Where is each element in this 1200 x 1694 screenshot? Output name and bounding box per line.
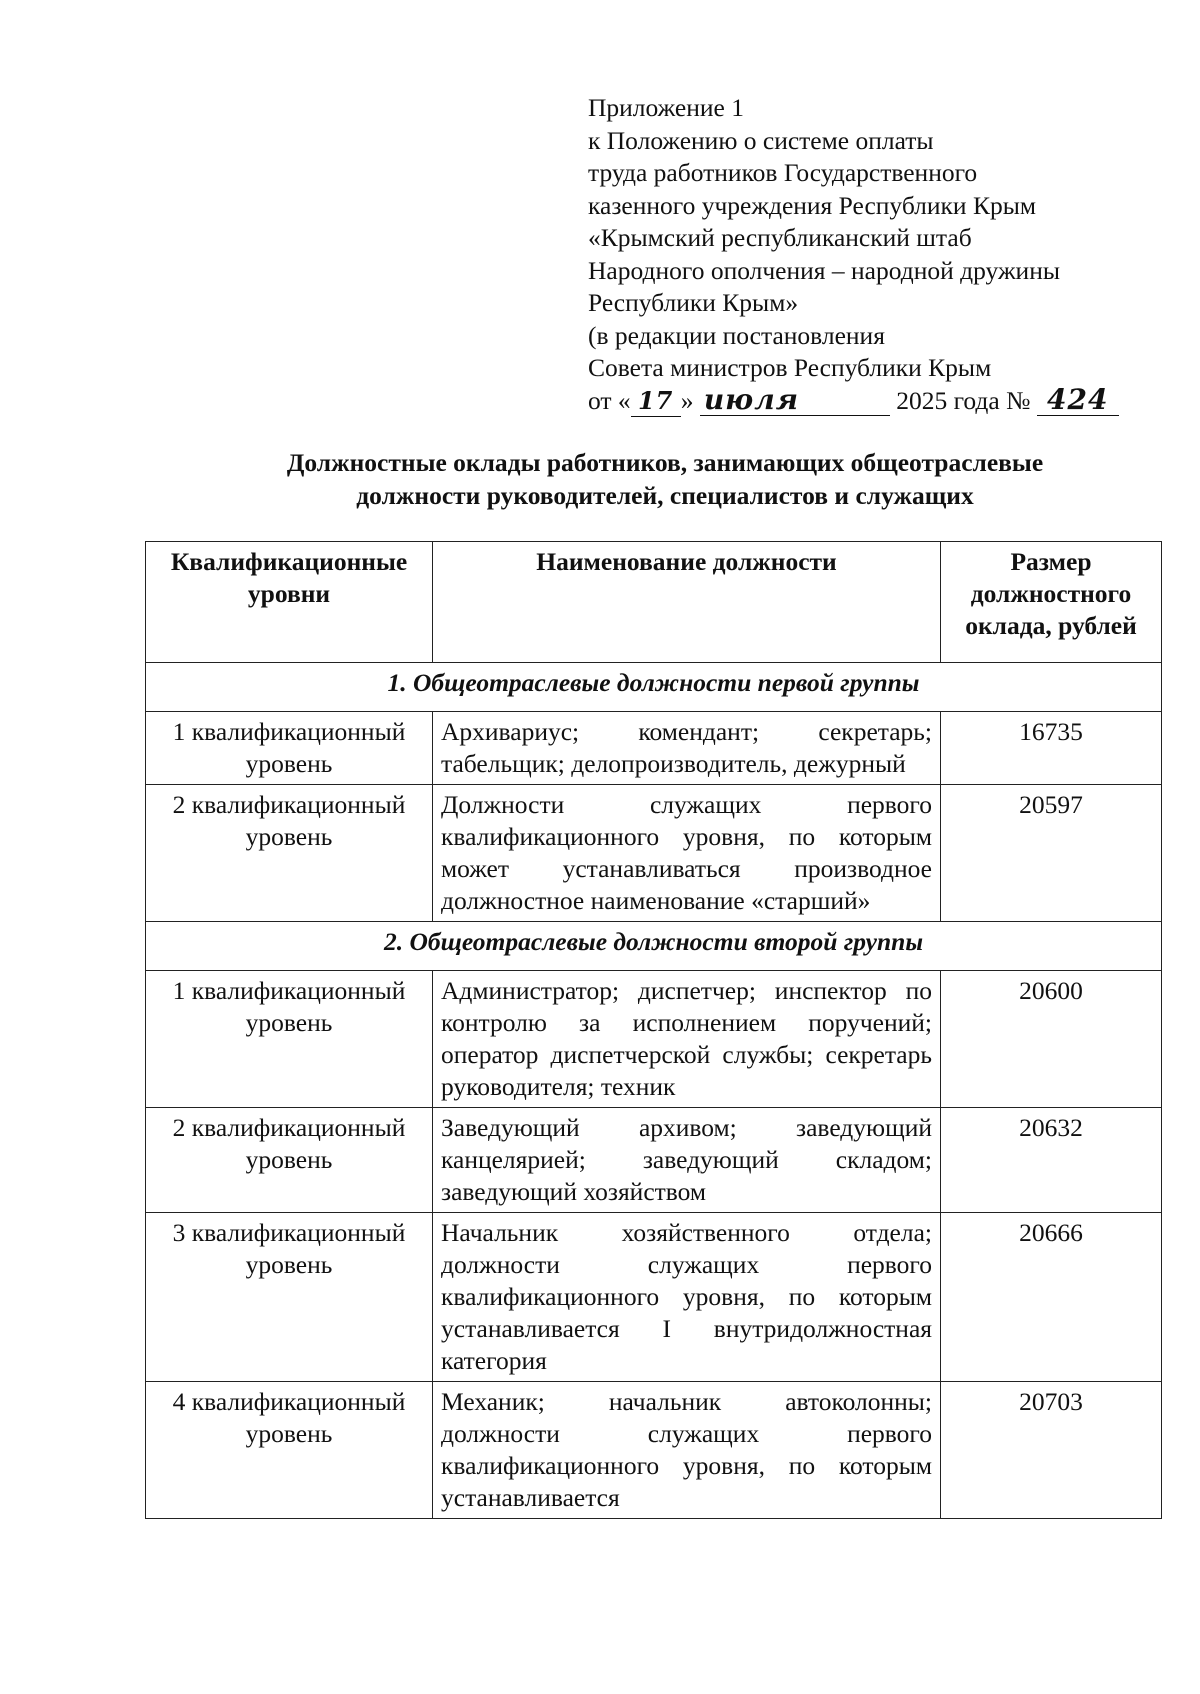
salary-value: 20600 [941, 971, 1162, 1108]
table-row [146, 785, 1162, 922]
qualification-level: 1 квалификационный уровень [146, 971, 433, 1108]
date-mid: » [680, 385, 694, 415]
header-qualification-levels: Квалификационные уровни [146, 542, 433, 663]
header-position-name: Наименование должности [433, 542, 941, 663]
position-name: Начальник хозяйственного отдела; должности служащих первого квалификационного уровня, по которым устанавливается I внутридолжностная категория [433, 1213, 941, 1382]
header-line-2: к Положению о системе оплаты [588, 125, 934, 155]
qualification-level: 4 квалификационный уровень [146, 1382, 433, 1519]
position-name: Должности служащих первого квалификационного уровня, по которым может устанавливаться производное должностное наименование «старший» [433, 785, 941, 922]
header-line-7: Республики Крым» [588, 288, 799, 317]
position-name: Заведующий архивом; заведующий канцелярией; заведующий складом; заведующий хозяйством [433, 1108, 941, 1213]
table-header-row [146, 542, 1162, 663]
position-name: Администратор; диспетчер; инспектор по контролю за исполнением поручений; оператор диспетчерской службы; секретарь руководителя; техник [433, 971, 941, 1108]
qualification-level: 2 квалификационный уровень [146, 1108, 433, 1213]
date-prefix: от « [588, 385, 631, 415]
table-row [146, 712, 1162, 785]
header-line-5: «Крымский республиканский штаб [588, 223, 972, 252]
header-line-9: Совета министров Республики Крым [588, 353, 992, 382]
salary-value: 20666 [941, 1213, 1162, 1382]
table-row [146, 1213, 1162, 1382]
document-title [130, 446, 1200, 512]
table-row [146, 1382, 1162, 1519]
qualification-level: 2 квалификационный уровень [146, 785, 433, 922]
position-name: Механик; начальник автоколонны; должности служащих первого квалификационного уровня, по которым устанавливается [433, 1382, 941, 1519]
date-year: 2025 года № [896, 385, 1031, 415]
header-salary: Размер должностного оклада, рублей [941, 542, 1162, 663]
title-line-1: Должностные оклады работников, занимающих общеотраслевые [286, 448, 1044, 477]
table-row [146, 971, 1162, 1108]
table-row [146, 1108, 1162, 1213]
title-line-2: должности руководителей, специалистов и служащих [356, 481, 974, 510]
handwritten-month: июля [700, 385, 890, 416]
group-row-2 [146, 922, 1162, 971]
resolution-date-line [588, 382, 1148, 418]
salary-table [145, 541, 1162, 1519]
qualification-level: 3 квалификационный уровень [146, 1213, 433, 1382]
qualification-level: 1 квалификационный уровень [146, 712, 433, 785]
position-name: Архивариус; комендант; секретарь; табельщик; делопроизводитель, дежурный [433, 712, 941, 785]
salary-value: 20703 [941, 1382, 1162, 1519]
header-line-3: труда работников Государственного [588, 158, 978, 187]
header-line-6: Народного ополчения – народной дружины [588, 255, 1060, 285]
header-line-4: казенного учреждения Республики Крым [588, 190, 1036, 220]
header-line-8: (в редакции постановления [588, 320, 885, 350]
handwritten-doc-number: 424 [1037, 385, 1119, 416]
group-row-1 [146, 663, 1162, 712]
header-line-1: Приложение 1 [588, 93, 744, 122]
salary-value: 20632 [941, 1108, 1162, 1213]
salary-value: 16735 [941, 712, 1162, 785]
group-title-1: 1. Общеотраслевые должности первой группы [146, 663, 1162, 712]
appendix-header [588, 92, 1148, 417]
group-title-2: 2. Общеотраслевые должности второй группы [146, 922, 1162, 971]
handwritten-day: 17 [631, 386, 681, 417]
salary-value: 20597 [941, 785, 1162, 922]
